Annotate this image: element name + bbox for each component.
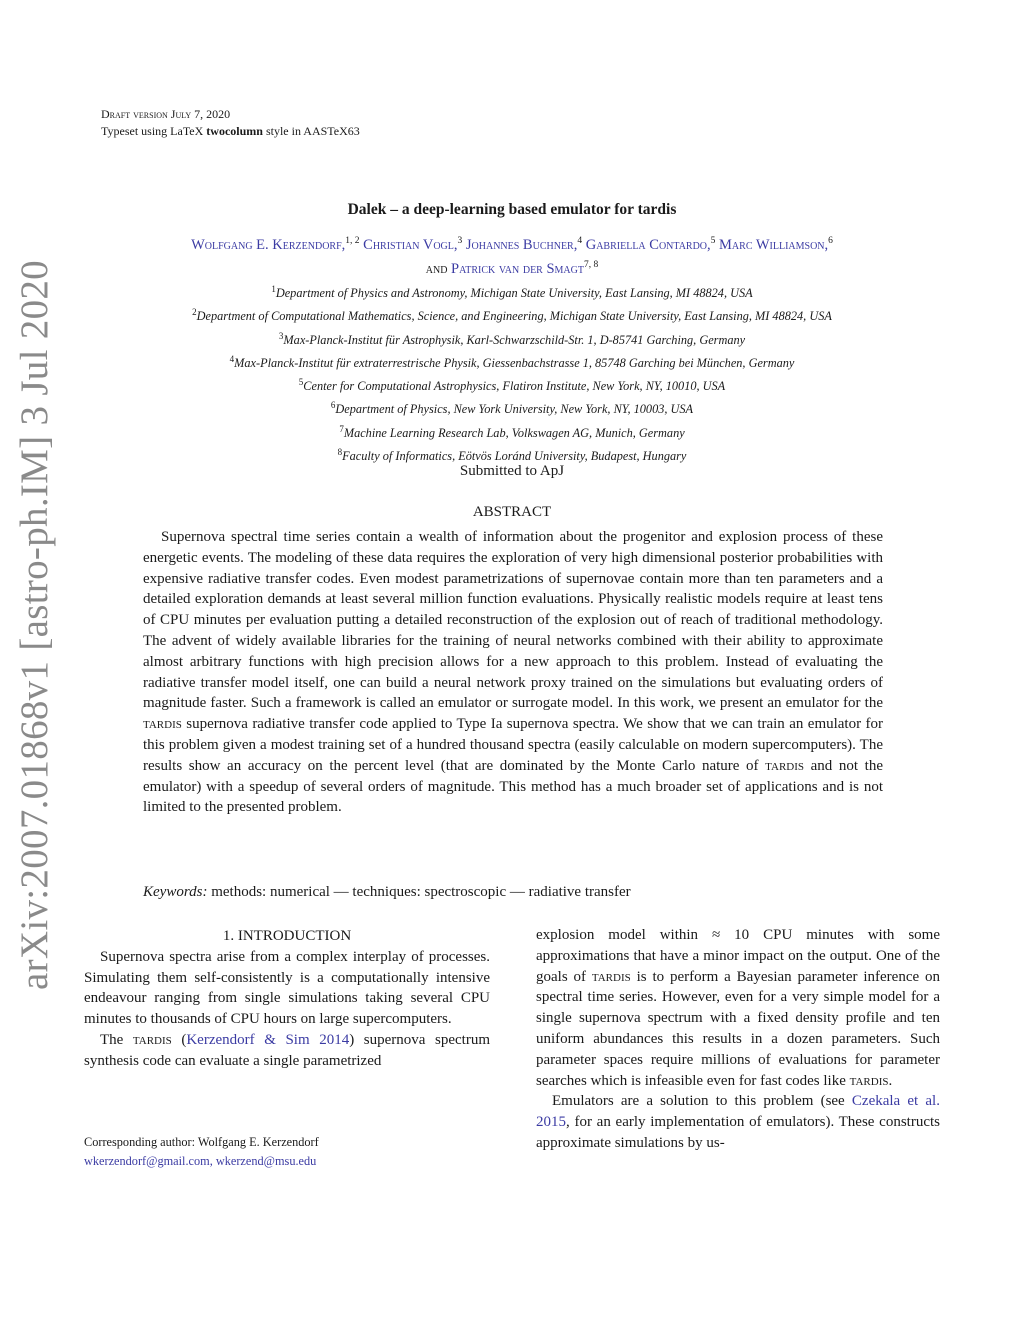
author-link[interactable]: Marc Williamson, bbox=[719, 236, 829, 253]
right-column bbox=[536, 925, 940, 1154]
submitted-note: Submitted to ApJ bbox=[459, 463, 565, 479]
affiliation: $^1$Department of Physics and Astronomy, Michigan State University, East Lansing, MI 48824, USA bbox=[271, 284, 753, 301]
author-link[interactable]: Gabriella Contardo, bbox=[585, 236, 711, 253]
intro-paragraph: explosion model within ≈ 10 CPU minutes with some approximations that have a minor impact on the output. One of the goals of tardis is to perform a Bayesian parameter inference on spectral time series. However, even for a very simple model for a single supernova spectrum with a fixed density profile and ten uniform abundances this results in a dozen parameters. Such parameter spaces require millions of evaluations for parameter searches which is infeasible even for fast codes like tardis. bbox=[536, 927, 940, 1089]
affiliation: $^5$Center for Computational Astrophysics, Flatiron Institute, New York, NY, 10010, USA bbox=[298, 377, 726, 394]
author-link[interactable]: Johannes Buchner, bbox=[465, 236, 578, 253]
author-list: Wolfgang E. Kerzendorf,$^{1, 2}$ Christian Vogl,$^3$ Johannes Buchner,$^4$ Gabriella Contardo,$^5$ Marc Williamson,$^6$ and Patrick van der Smagt$^{7, 8}$ bbox=[191, 236, 833, 277]
affiliation: $^2$Department of Computational Mathematics, Science, and Engineering, Michigan State University, East Lansing, MI 48824, USA bbox=[192, 307, 832, 324]
affiliation: $^4$Max-Planck-Institut für extraterrestrische Physik, Giessenbachstrasse 1, 85748 Garching bei München, Germany bbox=[229, 353, 795, 370]
affiliation: $^7$Machine Learning Research Lab, Volkswagen AG, Munich, Germany bbox=[339, 423, 685, 440]
affiliation: $^6$Department of Physics, New York University, New York, NY, 10003, USA bbox=[330, 400, 694, 417]
latex-logo: LaTeX bbox=[170, 124, 204, 138]
paper-title: Dalek – a deep-learning based emulator for tardis bbox=[347, 201, 677, 218]
intro-paragraph: The tardis (Kerzendorf & Sim 2014) supernova spectrum synthesis code can evaluate a single parametrized bbox=[84, 1031, 490, 1069]
corresponding-author: Corresponding author: Wolfgang E. Kerzendorf bbox=[84, 1135, 319, 1149]
left-column bbox=[84, 926, 490, 1072]
keywords bbox=[143, 884, 883, 901]
abstract-body: Supernova spectral time series contain a wealth of information about the progenitor and explosion process of these energetic events. The modeling of these data requires the exploration of very high dimensional posterior probabilities with expensive radiative transfer codes. Even modest parametrizations of supernovae contain more than ten parameters and a detailed exploration demands at least several million function evaluations. Physically realistic models require at least tens of CPU minutes per evaluation putting a detailed reconstruction of the explosion out of reach of traditional methodology. The advent of widely available libraries for the training of neural networks combined with their ability to approximate almost arbitrary functions with high precision allows for a new approach to this problem. Instead of evaluating the radiative transfer model itself, one can build a neural network proxy trained on the simulations but evaluating orders of magnitude faster. Such a framework is called an emulator or surrogate model. In this work, we present an emulator for the tardis supernova radiative transfer code applied to Type Ia supernova spectra. We show that we can train an emulator for this problem given a modest training set of a hundred thousand spectra (easily calculable on modern supercomputers). The results show an accuracy on the percent level (that are dominated by the Monte Carlo nature of tardis and not the emulator) with a speedup of several orders of magnitude. This method has a much broader set of applications and is not limited to the presented problem. bbox=[143, 529, 883, 816]
keywords-text: methods: numerical — techniques: spectroscopic — radiative transfer bbox=[207, 884, 631, 900]
intro-paragraph: Emulators are a solution to this problem (see Czekala et al. 2015, for an early implementation of emulators). These constructs approximate simulations by us- bbox=[536, 1093, 940, 1151]
email-links[interactable]: wkerzendorf@gmail.com, wkerzend@msu.edu bbox=[84, 1153, 317, 1168]
corresponding-author-footnote bbox=[84, 1133, 490, 1170]
arxiv-id: arXiv:2007.01868v1 [astro-ph.IM] 3 Jul 2020 bbox=[13, 260, 56, 990]
header-meta bbox=[101, 106, 360, 140]
typeset-line: Typeset using LaTeX twocolumn style in AASTeX63 bbox=[101, 124, 360, 138]
citation-link[interactable]: Kerzendorf & Sim 2014 bbox=[186, 1031, 350, 1048]
author-and: and bbox=[425, 260, 448, 277]
abstract-heading: ABSTRACT bbox=[472, 504, 552, 520]
affiliation-list bbox=[60, 280, 964, 466]
affiliation: $^3$Max-Planck-Institut für Astrophysik, Karl-Schwarzschild-Str. 1, D-85741 Garching, Germany bbox=[278, 330, 746, 347]
intro-paragraph: Supernova spectra arise from a complex interplay of processes. Simulating them self-consistently is a computationally intensive endeavour ranging from single simulations taking several CPU minutes to thousands of CPU hours on large supercomputers. bbox=[84, 948, 490, 1028]
author-link[interactable]: Wolfgang E. Kerzendorf, bbox=[191, 236, 346, 253]
draft-version: Draft version July 7, 2020 bbox=[101, 107, 231, 121]
author-link[interactable]: Patrick van der Smagt bbox=[451, 260, 584, 277]
citation-link[interactable]: Czekala et al. 2015 bbox=[536, 1093, 940, 1131]
section-heading-introduction: 1. INTRODUCTION bbox=[222, 928, 352, 944]
affiliation: $^8$Faculty of Informatics, Eötvös Loránd University, Budapest, Hungary bbox=[337, 447, 687, 464]
author-link[interactable]: Christian Vogl, bbox=[363, 236, 458, 253]
keywords-label: Keywords: bbox=[143, 884, 208, 900]
